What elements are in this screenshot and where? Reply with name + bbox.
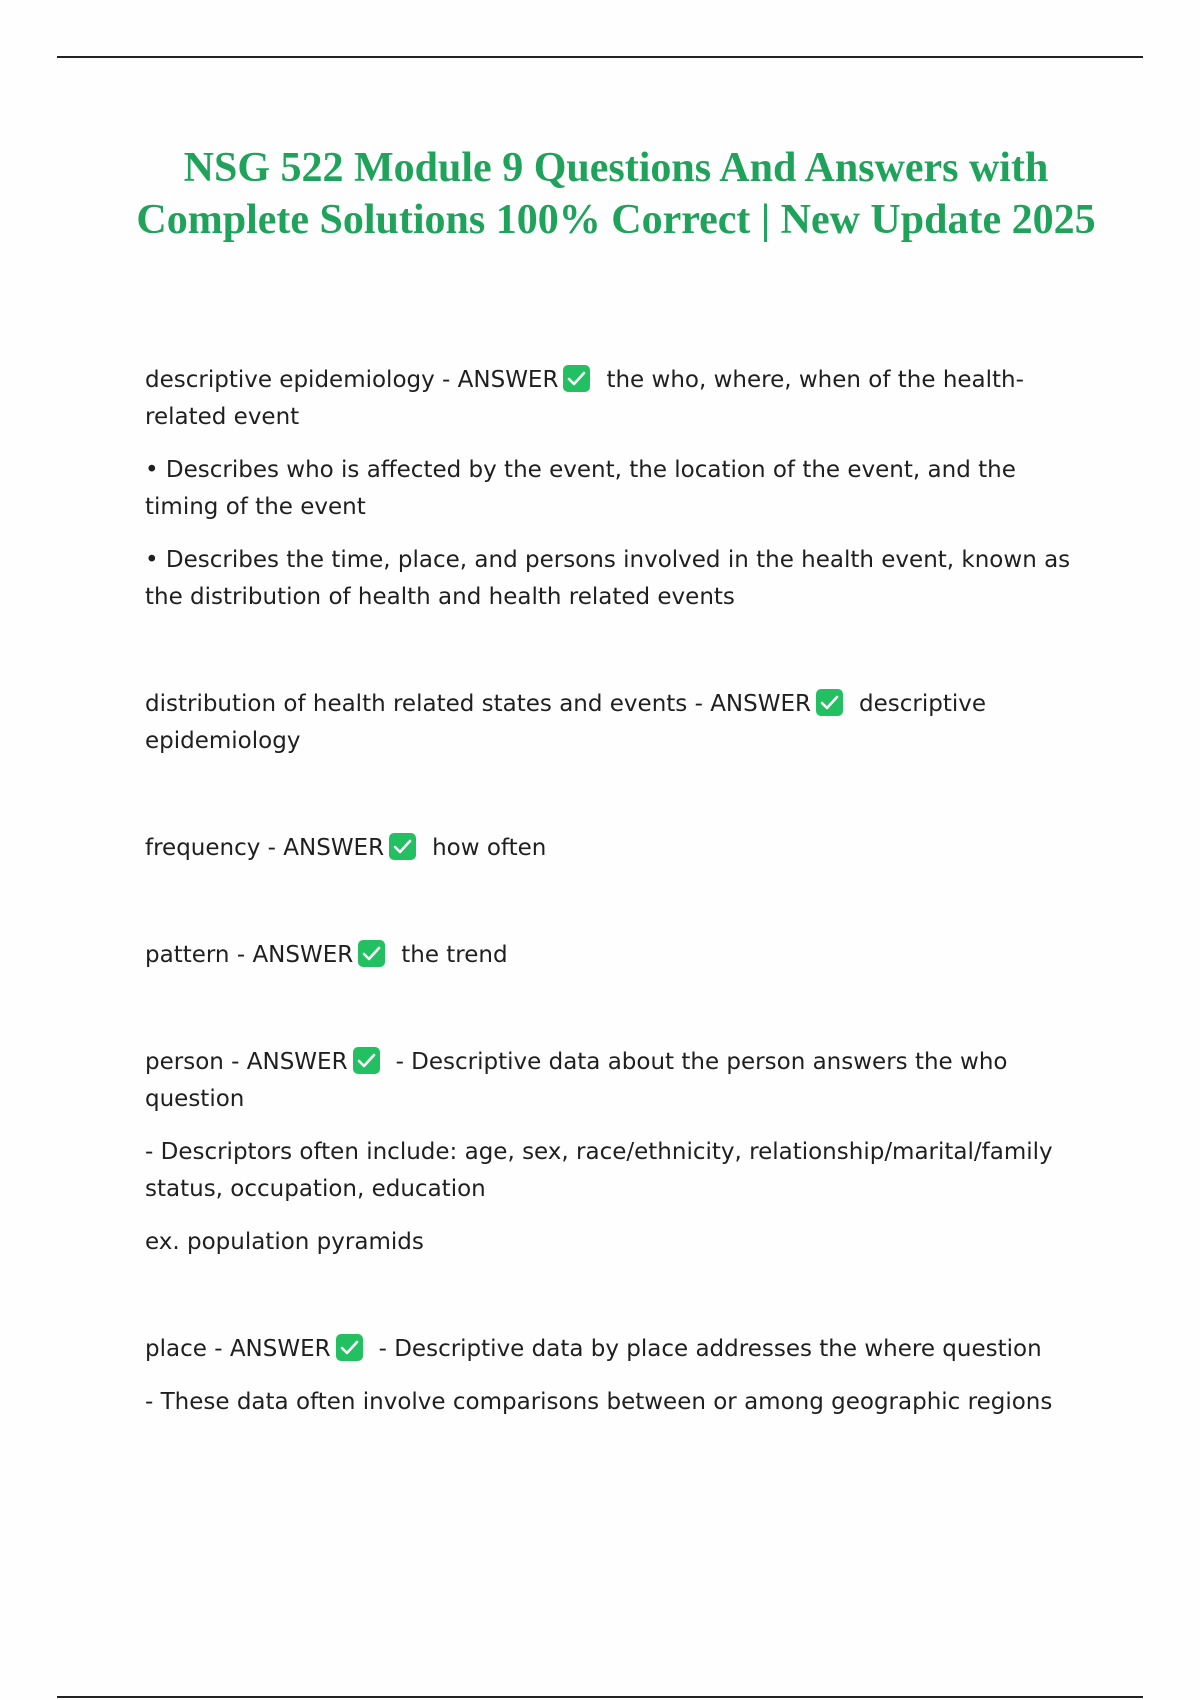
- term: descriptive epidemiology -: [145, 367, 458, 393]
- answer-marker: ANSWER: [283, 835, 385, 861]
- answer-detail: • Describes who is affected by the event, the location of the event, and the timing of the event: [145, 457, 1016, 520]
- answer-marker: ANSWER: [252, 942, 354, 968]
- term: frequency -: [145, 835, 284, 861]
- bottom-rule: [57, 1696, 1143, 1698]
- qa-entry: [145, 937, 1090, 974]
- answer-detail: - Descriptors often include: age, sex, race/ethnicity, relationship/marital/family status, occupation, education: [145, 1139, 1053, 1202]
- check-mark-icon: [336, 1334, 363, 1361]
- qa-line: [145, 362, 1090, 436]
- answer-detail: - These data often involve comparisons between or among geographic regions: [145, 1389, 1053, 1415]
- check-mark-icon: [816, 689, 843, 716]
- document-title: NSG 522 Module 9 Questions And Answers with Complete Solutions 100% Correct | New Update 2025: [136, 145, 1096, 243]
- qa-entry: [145, 1044, 1090, 1261]
- check-mark-icon: [563, 365, 590, 392]
- answer-text: how often: [432, 835, 547, 861]
- qa-entry: [145, 362, 1090, 616]
- qa-list: [145, 362, 1090, 1437]
- top-rule: [57, 56, 1143, 58]
- check-mark-icon: [358, 940, 385, 967]
- qa-line: [145, 1331, 1090, 1368]
- qa-entry: [145, 686, 1090, 760]
- answer-detail: ex. population pyramids: [145, 1229, 424, 1255]
- qa-line: [145, 686, 1090, 760]
- qa-line: [145, 1044, 1090, 1118]
- answer-text: the trend: [401, 942, 508, 968]
- answer-marker: ANSWER: [229, 1336, 331, 1362]
- check-mark-icon: [353, 1047, 380, 1074]
- qa-entry: [145, 1331, 1090, 1421]
- term: pattern -: [145, 942, 253, 968]
- qa-line: [145, 937, 1090, 974]
- answer-text: - Descriptive data about the person answers the who question: [145, 1049, 1008, 1112]
- term: person -: [145, 1049, 247, 1075]
- term: distribution of health related states and events -: [145, 691, 711, 717]
- answer-marker: ANSWER: [710, 691, 811, 717]
- term: place -: [145, 1336, 230, 1362]
- qa-entry: [145, 830, 1090, 867]
- answer-text: the who, where, when of the health-related event: [145, 367, 1024, 430]
- qa-line: [145, 830, 1090, 867]
- answer-text: descriptive epidemiology: [145, 691, 986, 754]
- answer-detail: • Describes the time, place, and persons involved in the health event, known as the distribution of health and health related events: [145, 547, 1071, 610]
- answer-text: - Descriptive data by place addresses the where question: [378, 1336, 1042, 1362]
- check-mark-icon: [389, 833, 416, 860]
- answer-marker: ANSWER: [457, 367, 559, 393]
- answer-marker: ANSWER: [246, 1049, 348, 1075]
